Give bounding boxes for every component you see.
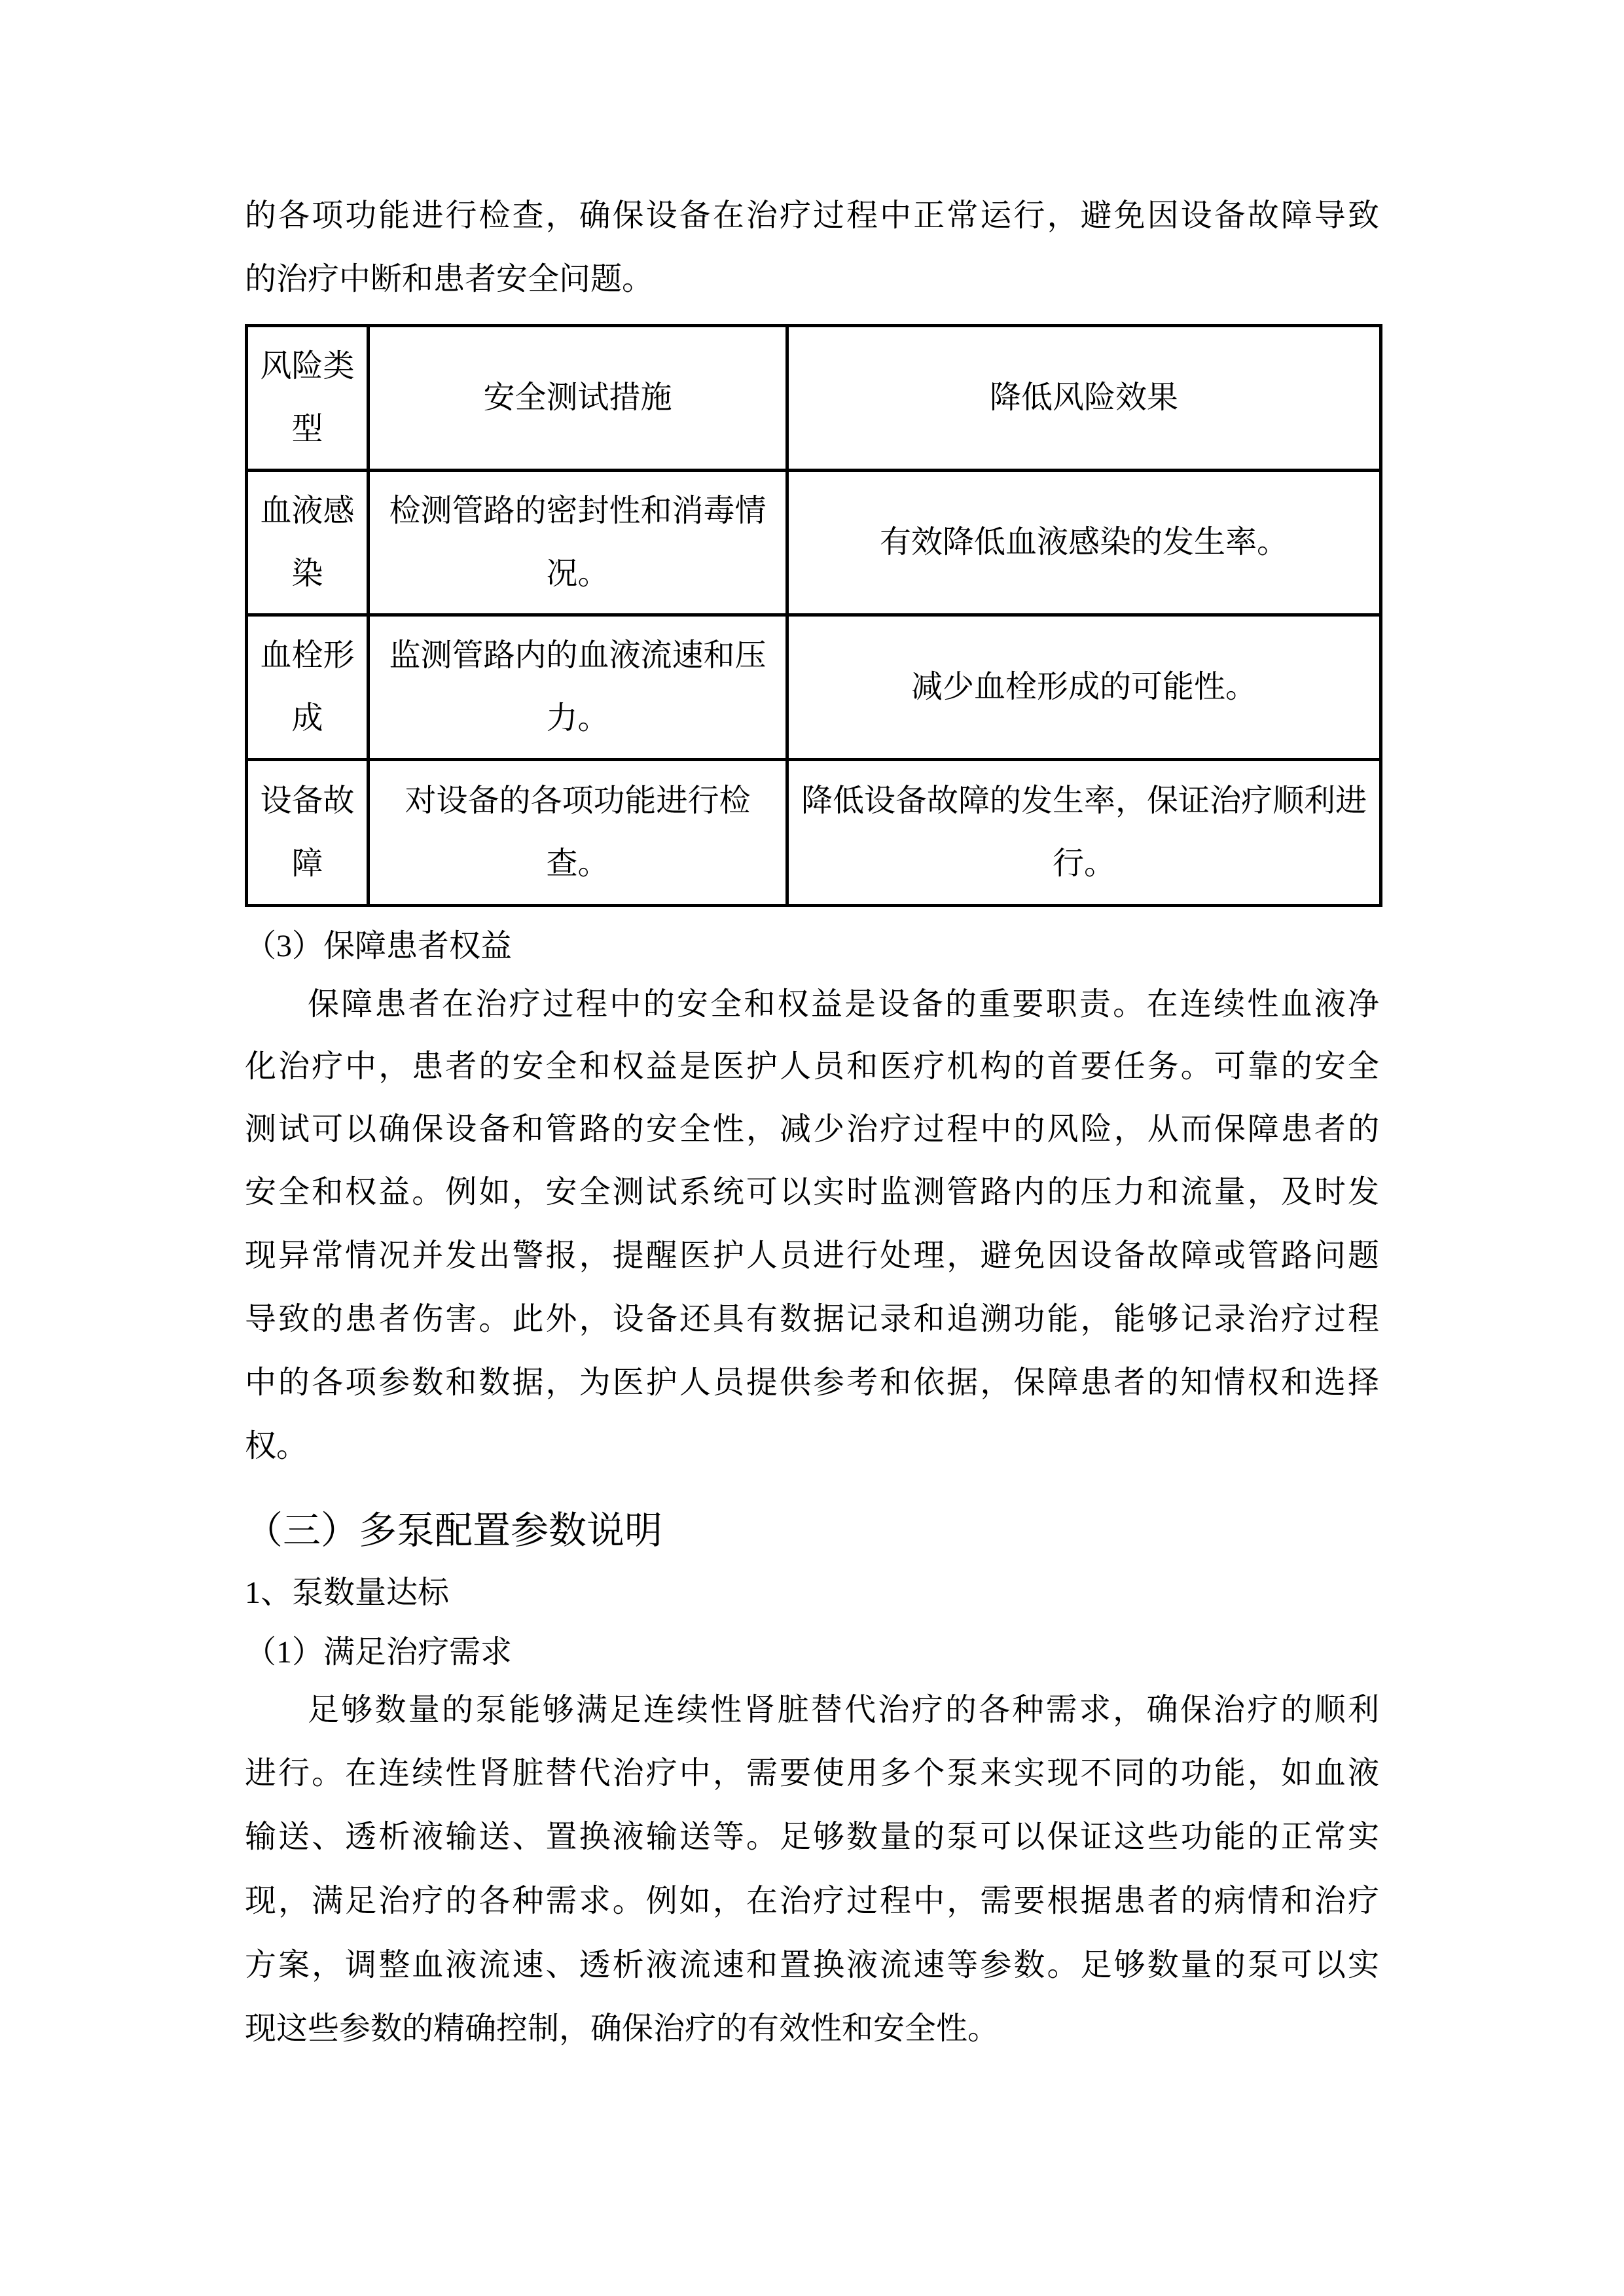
header-risk-reduction: 降低风险效果 (787, 326, 1381, 471)
header-test-measure: 安全测试措施 (369, 326, 787, 471)
subsection-heading: 1、泵数量达标 (245, 1575, 450, 1610)
paragraph-line: 现这些参数的精确控制，确保治疗的有效性和安全性。 (245, 2011, 1000, 2046)
paragraph-line: 中的各项参数和数据，为医护人员提供参考和依据，保障患者的知情权和选择 (245, 1365, 1379, 1400)
cell-test-measure: 对设备的各项功能进行检查。 (369, 760, 787, 906)
subsubsection-heading: （1）满足治疗需求 (245, 1635, 513, 1670)
section-heading: （3）保障患者权益 (245, 929, 513, 963)
cell-risk-reduction: 降低设备故障的发生率，保证治疗顺利进行。 (787, 760, 1381, 906)
paragraph-line: 安全和权益。例如，安全测试系统可以实时监测管路内的压力和流量，及时发 (245, 1175, 1379, 1210)
cell-risk-type: 血栓形成 (247, 615, 369, 760)
paragraph-line: 输送、透析液输送、置换液输送等。足够数量的泵可以保证这些功能的正常实 (245, 1820, 1379, 1854)
header-risk-type: 风险类型 (247, 326, 369, 471)
cell-risk-reduction: 有效降低血液感染的发生率。 (787, 471, 1381, 615)
cell-test-measure: 检测管路的密封性和消毒情况。 (369, 471, 787, 615)
paragraph-line: 的各项功能进行检查，确保设备在治疗过程中正常运行，避免因设备故障导致 (245, 198, 1379, 233)
paragraph-line: 导致的患者伤害。此外，设备还具有数据记录和追溯功能，能够记录治疗过程 (245, 1302, 1379, 1336)
paragraph-line: 的治疗中断和患者安全问题。 (245, 262, 654, 296)
table-row (247, 615, 1381, 760)
paragraph-line: 现异常情况并发出警报，提醒医护人员进行处理，避免因设备故障或管路问题 (245, 1238, 1379, 1273)
cell-test-measure: 监测管路内的血液流速和压力。 (369, 615, 787, 760)
cell-risk-reduction: 减少血栓形成的可能性。 (787, 615, 1381, 760)
paragraph-line: 权。 (245, 1429, 308, 1463)
risk-table (245, 324, 1382, 907)
cell-risk-type: 设备故障 (247, 760, 369, 906)
table-header-row (247, 326, 1381, 471)
cell-risk-type: 血液感染 (247, 471, 369, 615)
paragraph-line: 进行。在连续性肾脏替代治疗中，需要使用多个泵来实现不同的功能，如血液 (245, 1756, 1379, 1791)
paragraph-line: 化治疗中，患者的安全和权益是医护人员和医疗机构的首要任务。可靠的安全 (245, 1049, 1379, 1084)
paragraph-line: 方案，调整血液流速、透析液流速和置换液流速等参数。足够数量的泵可以实 (245, 1948, 1379, 1982)
paragraph-line: 保障患者在治疗过程中的安全和权益是设备的重要职责。在连续性血液净 (308, 987, 1379, 1022)
table-row (247, 471, 1381, 615)
paragraph-line: 现，满足治疗的各种需求。例如，在治疗过程中，需要根据患者的病情和治疗 (245, 1884, 1379, 1918)
table-row (247, 760, 1381, 906)
chapter-heading: （三）多泵配置参数说明 (245, 1509, 663, 1552)
paragraph-line: 测试可以确保设备和管路的安全性，减少治疗过程中的风险，从而保障患者的 (245, 1112, 1379, 1147)
paragraph-line: 足够数量的泵能够满足连续性肾脏替代治疗的各种需求，确保治疗的顺利 (308, 1693, 1379, 1727)
